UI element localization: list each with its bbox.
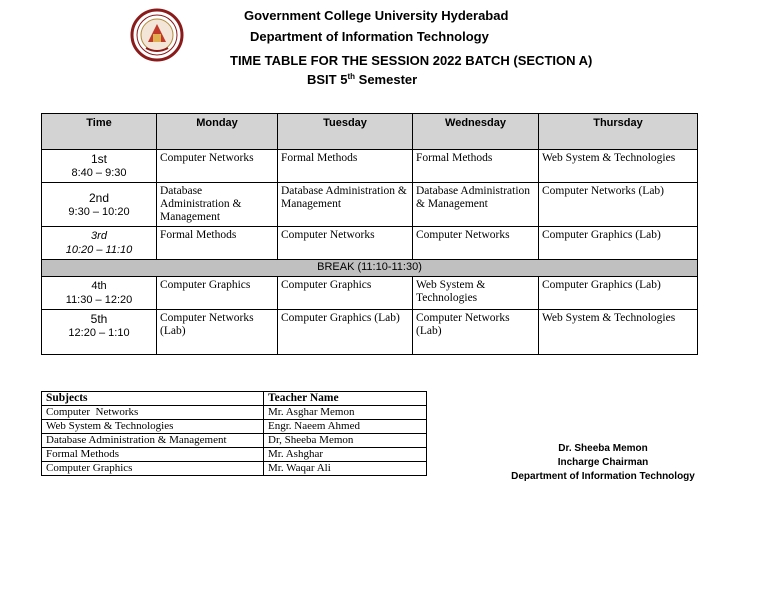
table-row <box>42 462 427 476</box>
table-cell: Web System & Technologies <box>413 277 539 310</box>
table-cell: Computer Graphics <box>157 277 278 310</box>
teachers-table <box>41 391 427 476</box>
table-cell: Computer Graphics <box>278 277 413 310</box>
col-header-wednesday: Wednesday <box>413 114 539 150</box>
table-row <box>42 277 698 310</box>
time-slot: 5th 12:20 – 1:10 <box>42 310 157 355</box>
col-header-time: Time <box>42 114 157 150</box>
table-cell: Computer Graphics (Lab) <box>278 310 413 355</box>
subject-cell: Computer Graphics <box>42 462 264 476</box>
table-row <box>42 434 427 448</box>
table-cell: Computer Graphics (Lab) <box>539 277 698 310</box>
table-cell: Formal Methods <box>157 227 278 260</box>
teacher-cell: Engr. Naeem Ahmed <box>264 420 427 434</box>
table-cell: Database Administration & Management <box>413 183 539 227</box>
teacher-cell: Mr. Ashghar <box>264 448 427 462</box>
time-slot: 2nd 9:30 – 10:20 <box>42 183 157 227</box>
table-cell: Formal Methods <box>413 150 539 183</box>
time-slot: 4th 11:30 – 12:20 <box>42 277 157 310</box>
table-cell: Computer Networks <box>413 227 539 260</box>
university-logo <box>126 8 188 62</box>
table-cell: Computer Networks <box>157 150 278 183</box>
table-row <box>42 310 698 355</box>
table-cell: Database Administration & Management <box>278 183 413 227</box>
table-cell: Formal Methods <box>278 150 413 183</box>
col-header-monday: Monday <box>157 114 278 150</box>
table-cell: Database Administration & Management <box>157 183 278 227</box>
table-row <box>42 227 698 260</box>
signatory-name: Dr. Sheeba Memon <box>558 443 648 454</box>
col-header-teacher-name: Teacher Name <box>264 392 427 406</box>
timetable-title: TIME TABLE FOR THE SESSION 2022 BATCH (SECTION A) <box>230 53 593 68</box>
department-name: Department of Information Technology <box>250 29 489 44</box>
signatory-department: Department of Information Technology <box>511 471 695 482</box>
signature-block <box>508 442 698 484</box>
col-header-thursday: Thursday <box>539 114 698 150</box>
table-cell: Web System & Technologies <box>539 310 698 355</box>
timetable <box>41 113 698 355</box>
table-cell: Web System & Technologies <box>539 150 698 183</box>
subject-cell: Computer Networks <box>42 406 264 420</box>
teacher-cell: Dr, Sheeba Memon <box>264 434 427 448</box>
break-label: BREAK (11:10-11:30) <box>42 260 698 277</box>
university-seal-icon <box>126 8 188 62</box>
col-header-tuesday: Tuesday <box>278 114 413 150</box>
timetable-header-row <box>42 114 698 150</box>
table-row <box>42 406 427 420</box>
table-row <box>42 420 427 434</box>
table-cell: Computer Networks (Lab) <box>413 310 539 355</box>
table-row <box>42 448 427 462</box>
table-cell: Computer Networks (Lab) <box>539 183 698 227</box>
table-row <box>42 183 698 227</box>
table-cell: Computer Graphics (Lab) <box>539 227 698 260</box>
semester-label: BSIT 5th Semester <box>307 72 418 87</box>
teacher-cell: Mr. Asghar Memon <box>264 406 427 420</box>
university-name: Government College University Hyderabad <box>244 8 509 23</box>
teacher-cell: Mr. Waqar Ali <box>264 462 427 476</box>
teachers-header-row <box>42 392 427 406</box>
break-row <box>42 260 698 277</box>
table-cell: Computer Networks <box>278 227 413 260</box>
signatory-designation: Incharge Chairman <box>557 457 649 468</box>
table-cell: Computer Networks (Lab) <box>157 310 278 355</box>
col-header-subjects: Subjects <box>42 392 264 406</box>
table-row <box>42 150 698 183</box>
subject-cell: Web System & Technologies <box>42 420 264 434</box>
subject-cell: Database Administration & Management <box>42 434 264 448</box>
subject-cell: Formal Methods <box>42 448 264 462</box>
time-slot: 3rd 10:20 – 11:10 <box>42 227 157 260</box>
time-slot: 1st 8:40 – 9:30 <box>42 150 157 183</box>
